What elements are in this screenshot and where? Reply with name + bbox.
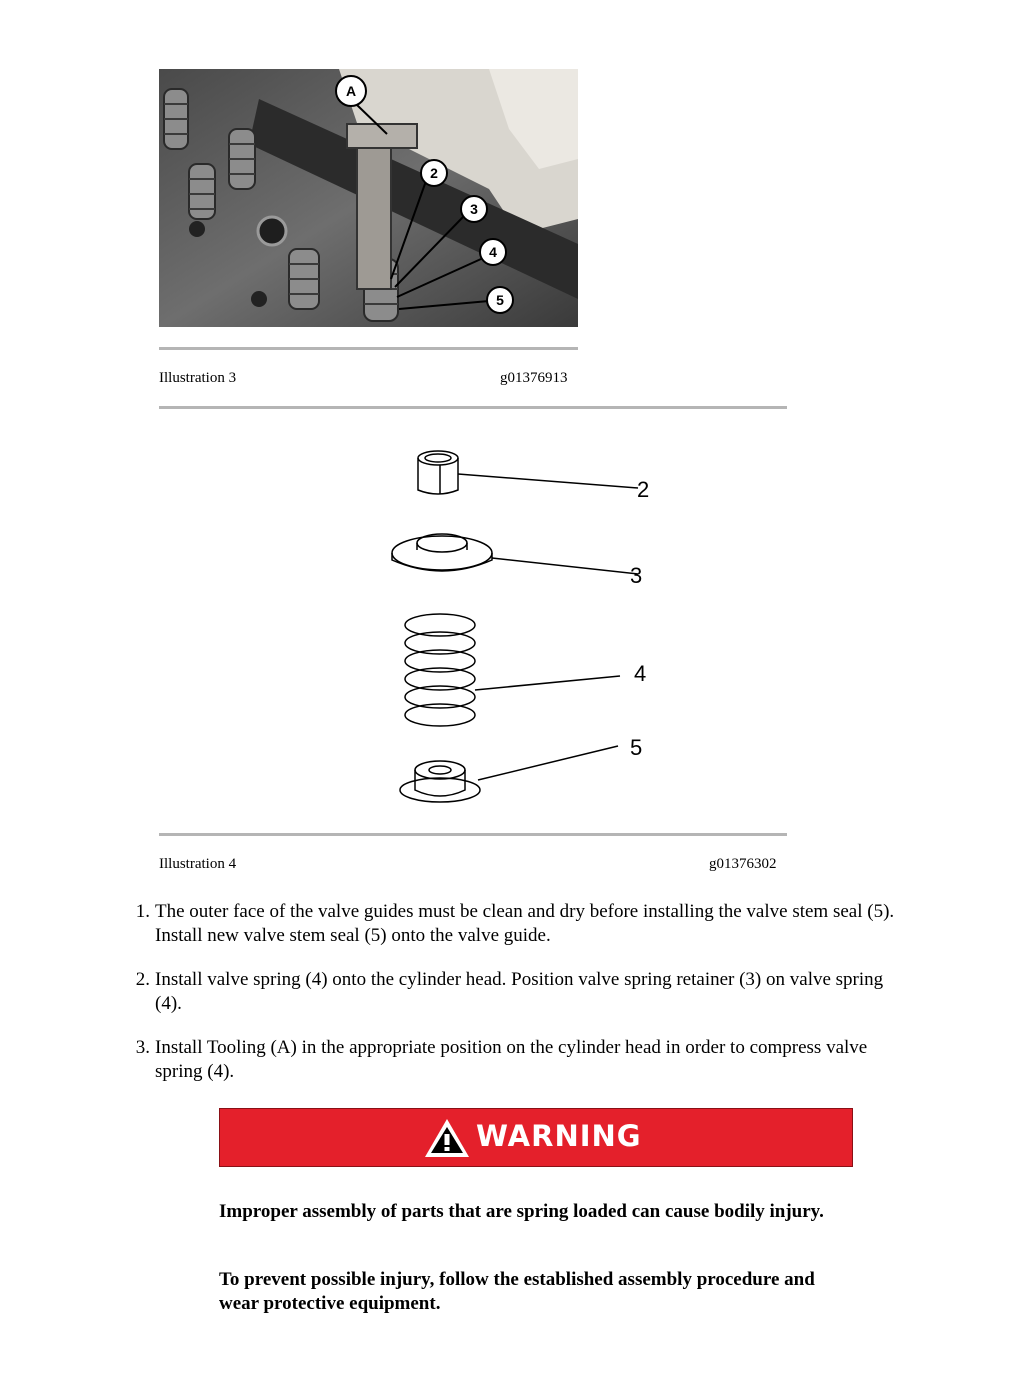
part-label-3: 3 — [630, 563, 643, 588]
illustration-3-label: Illustration 3 — [159, 370, 237, 386]
callout-3: 3 — [470, 201, 478, 217]
step-text: Install valve spring (4) onto the cylinder head. Position valve spring retainer (3) on valve spring (4). — [155, 969, 884, 1014]
illustration-4-code: g01376302 — [709, 856, 777, 872]
illustration-4-label: Illustration 4 — [159, 856, 237, 872]
warning-banner — [219, 1108, 853, 1167]
illustration-4-top-rule — [159, 406, 787, 409]
step-number: 3. — [135, 1037, 150, 1058]
warning-label: WARNING — [476, 1119, 642, 1153]
part-label-4: 4 — [634, 661, 647, 686]
warning-paragraph-1: Improper assembly of parts that are spring loaded can cause bodily injury. — [219, 1201, 824, 1222]
step-3 — [128, 1036, 898, 1084]
part-label-2: 2 — [637, 477, 650, 502]
warning-triangle-icon — [423, 1117, 471, 1159]
step-1 — [128, 900, 898, 948]
callout-2: 2 — [430, 165, 438, 181]
step-2 — [128, 968, 898, 1016]
warning-paragraph-2: To prevent possible injury, follow the established assembly procedure and wear protective equipment. — [219, 1269, 815, 1314]
step-number: 1. — [135, 901, 150, 922]
illustration-3-rule — [159, 347, 578, 350]
step-text: The outer face of the valve guides must be clean and dry before installing the valve stem seal (5). Install new valve stem seal (5) onto the valve guide. — [155, 901, 895, 946]
callout-5: 5 — [496, 292, 504, 308]
callout-a: A — [345, 83, 357, 99]
callout-4: 4 — [489, 244, 497, 260]
step-text: Install Tooling (A) in the appropriate position on the cylinder head in order to compress valve spring (4). — [155, 1037, 868, 1082]
illustration-4-bottom-rule — [159, 833, 787, 836]
part-label-5: 5 — [630, 735, 643, 760]
illustration-3-code: g01376913 — [500, 370, 568, 386]
illustration-3-photo — [159, 69, 578, 327]
illustration-4-diagram — [380, 440, 680, 820]
step-number: 2. — [135, 969, 150, 990]
